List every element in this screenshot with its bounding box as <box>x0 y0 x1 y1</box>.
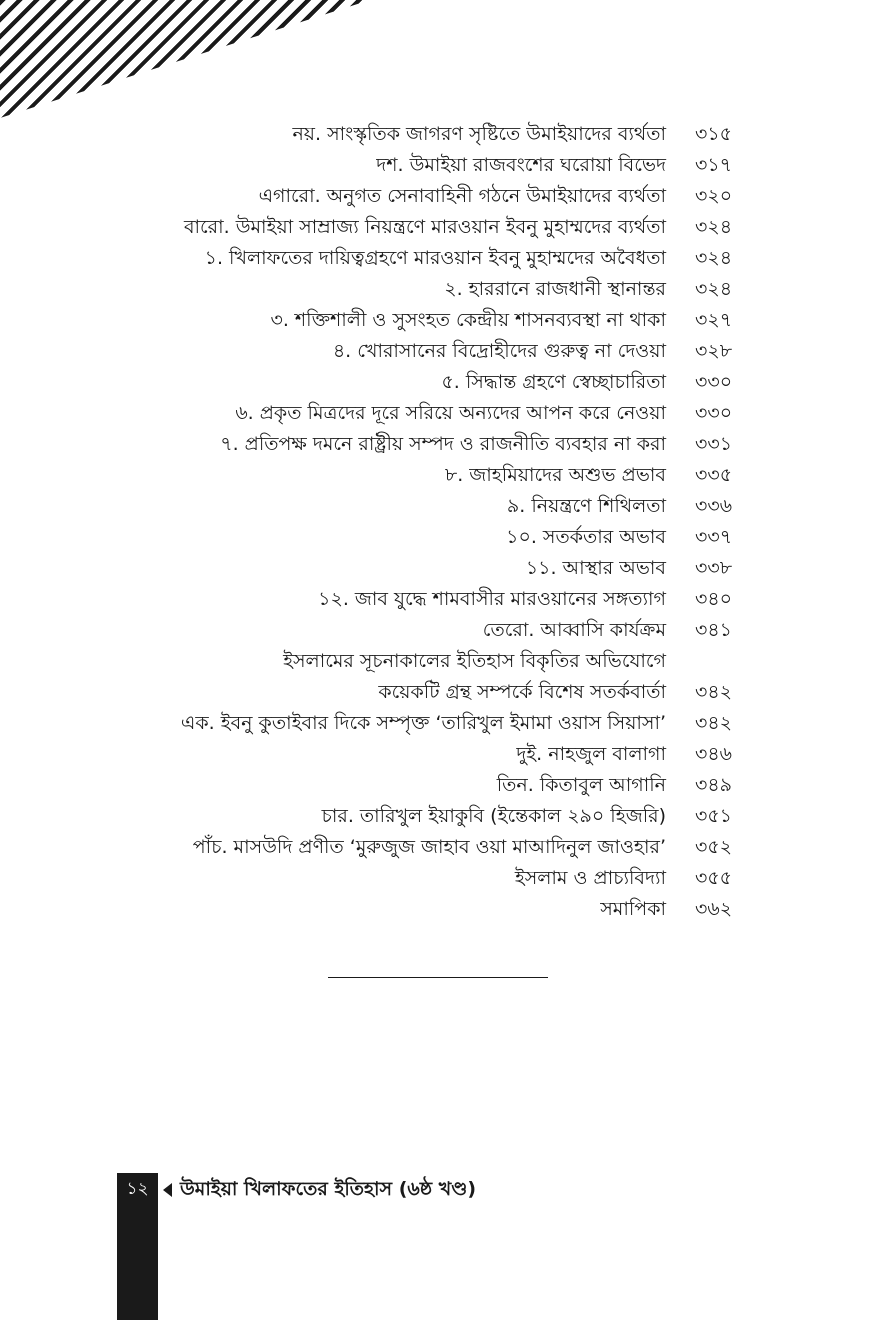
toc-entry-title: ১১. আস্থার অভাব <box>525 557 666 579</box>
toc-entry-title: ১০. সতর্কতার অভাব <box>506 526 666 548</box>
toc-entry-page: ৩৫২ <box>695 836 733 858</box>
toc-entry-title: ৮. জাহমিয়াদের অশুভ প্রভাব <box>444 464 666 486</box>
toc-entry-title: দশ. উমাইয়া রাজবংশের ঘরোয়া বিভেদ <box>376 154 666 176</box>
toc-entry-title: ৩. শক্তিশালী ও সুসংহত কেন্দ্রীয় শাসনব্যবস্থা না থাকা <box>270 309 666 331</box>
toc-entry[interactable] <box>0 119 870 150</box>
toc-entry-page: ৩২০ <box>695 185 733 207</box>
toc-entry-page: ৩৪০ <box>695 588 733 610</box>
toc-entry-page: ৩২৪ <box>695 247 733 269</box>
decorative-stripes <box>0 0 370 118</box>
toc-entry-page: ৩২৪ <box>695 278 733 300</box>
toc-entry[interactable] <box>0 863 870 894</box>
toc-entry[interactable] <box>0 615 870 646</box>
table-of-contents <box>0 119 870 925</box>
toc-entry-title: সমাপিকা <box>600 898 666 920</box>
toc-entry-page: ৩১৫ <box>695 123 733 145</box>
toc-entry[interactable] <box>0 398 870 429</box>
toc-entry-page: ৩৪২ <box>695 712 733 734</box>
toc-entry[interactable] <box>0 770 870 801</box>
toc-entry-page: ৩৫১ <box>695 805 733 827</box>
toc-entry-title: ৭. প্রতিপক্ষ দমনে রাষ্ট্রীয় সম্পদ ও রাজনীতি ব্যবহার না করা <box>220 433 666 455</box>
toc-entry[interactable] <box>0 336 870 367</box>
toc-entry[interactable] <box>0 181 870 212</box>
toc-entry-title: ৫. সিদ্ধান্ত গ্রহণে স্বেচ্ছাচারিতা <box>441 371 666 393</box>
toc-entry[interactable] <box>0 150 870 181</box>
toc-entry-page: ৩৩৭ <box>695 526 733 548</box>
toc-entry-page: ৩৬২ <box>695 898 733 920</box>
toc-entry[interactable] <box>0 894 870 925</box>
toc-entry-title: তেরো. আব্বাসি কার্যক্রম <box>482 619 666 641</box>
toc-entry[interactable] <box>0 801 870 832</box>
toc-entry-title: ১. খিলাফতের দায়িত্বগ্রহণে মারওয়ান ইবনু মুহাম্মদের অবৈধতা <box>204 247 666 269</box>
toc-entry-title: তিন. কিতাবুল আগানি <box>496 774 666 796</box>
toc-entry[interactable] <box>0 460 870 491</box>
toc-entry[interactable] <box>0 677 870 708</box>
toc-entry-title: দুই. নাহজুল বালাগা <box>516 743 666 765</box>
toc-entry[interactable] <box>0 491 870 522</box>
toc-entry-page: ৩৩৬ <box>695 495 733 517</box>
toc-entry[interactable] <box>0 553 870 584</box>
toc-entry-title: চার. তারিখুল ইয়াকুবি (ইন্তেকাল ২৯০ হিজরি) <box>321 805 666 827</box>
toc-entry[interactable] <box>0 429 870 460</box>
toc-entry-title: বারো. উমাইয়া সাম্রাজ্য নিয়ন্ত্রণে মারওয়ান ইবনু মুহাম্মদের ব্যর্থতা <box>183 216 666 238</box>
toc-entry-page: ৩৩৮ <box>695 557 733 579</box>
toc-entry-page: ৩৪৯ <box>695 774 733 796</box>
toc-entry-page: ৩২৪ <box>695 216 733 238</box>
toc-entry[interactable] <box>0 832 870 863</box>
toc-entry[interactable] <box>0 708 870 739</box>
section-divider <box>328 977 548 978</box>
toc-entry-title: ৬. প্রকৃত মিত্রদের দূরে সরিয়ে অন্যদের আপন করে নেওয়া <box>235 402 666 424</box>
toc-entry-page: ৩২৭ <box>695 309 733 331</box>
toc-entry-title: ৯. নিয়ন্ত্রণে শিথিলতা <box>506 495 666 517</box>
toc-entry-page: ৩৪২ <box>695 681 733 703</box>
toc-entry-title: ৪. খোরাসানের বিদ্রোহীদের গুরুত্ব না দেওয়া <box>332 340 666 362</box>
toc-entry-title: ইসলাম ও প্রাচ্যবিদ্যা <box>514 867 666 889</box>
toc-entry[interactable] <box>0 212 870 243</box>
arrow-left-icon <box>163 1183 172 1197</box>
toc-entry[interactable] <box>0 274 870 305</box>
toc-entry-title: পাঁচ. মাসউদি প্রণীত ‘মুরুজুজ জাহাব ওয়া মাআদিনুল জাওহার’ <box>192 836 666 858</box>
toc-entry-page: ৩৪১ <box>695 619 733 641</box>
toc-entry[interactable] <box>0 243 870 274</box>
toc-entry-page: ৩৫৫ <box>695 867 733 889</box>
toc-entry-page: ৩৩০ <box>695 371 733 393</box>
toc-entry <box>0 646 870 677</box>
toc-entry-page: ৩৩১ <box>695 433 733 455</box>
toc-entry-page: ৩১৭ <box>695 154 733 176</box>
running-head: উমাইয়া খিলাফতের ইতিহাস (৬ষ্ঠ খণ্ড) <box>180 1178 477 1200</box>
toc-entry-title: নয়. সাংস্কৃতিক জাগরণ সৃষ্টিতে উমাইয়াদের ব্যর্থতা <box>292 123 666 145</box>
toc-entry[interactable] <box>0 305 870 336</box>
toc-entry-page: ৩২৮ <box>695 340 733 362</box>
toc-entry-page: ৩৩৫ <box>695 464 733 486</box>
toc-entry[interactable] <box>0 522 870 553</box>
toc-entry-title: ২. হাররানে রাজধানী স্থানান্তর <box>444 278 666 300</box>
toc-entry-page: ৩৪৬ <box>695 743 733 765</box>
toc-entry[interactable] <box>0 584 870 615</box>
toc-entry[interactable] <box>0 367 870 398</box>
toc-entry-title: ইসলামের সূচনাকালের ইতিহাস বিকৃতির অভিযোগে <box>283 650 666 672</box>
toc-entry-title: এক. ইবনু কুতাইবার দিকে সম্পৃক্ত ‘তারিখুল ইমামা ওয়াস সিয়াসা’ <box>180 712 666 734</box>
toc-entry-title: ১২. জাব যুদ্ধে শামবাসীর মারওয়ানের সঙ্গত্যাগ <box>318 588 666 610</box>
toc-entry-page: ৩৩০ <box>695 402 733 424</box>
toc-entry[interactable] <box>0 739 870 770</box>
toc-entry-title: এগারো. অনুগত সেনাবাহিনী গঠনে উমাইয়াদের ব্যর্থতা <box>258 185 666 207</box>
toc-entry-title: কয়েকটি গ্রন্থ সম্পর্কে বিশেষ সতর্কবার্তা <box>378 681 666 703</box>
page-number: ১২ <box>126 1179 149 1199</box>
